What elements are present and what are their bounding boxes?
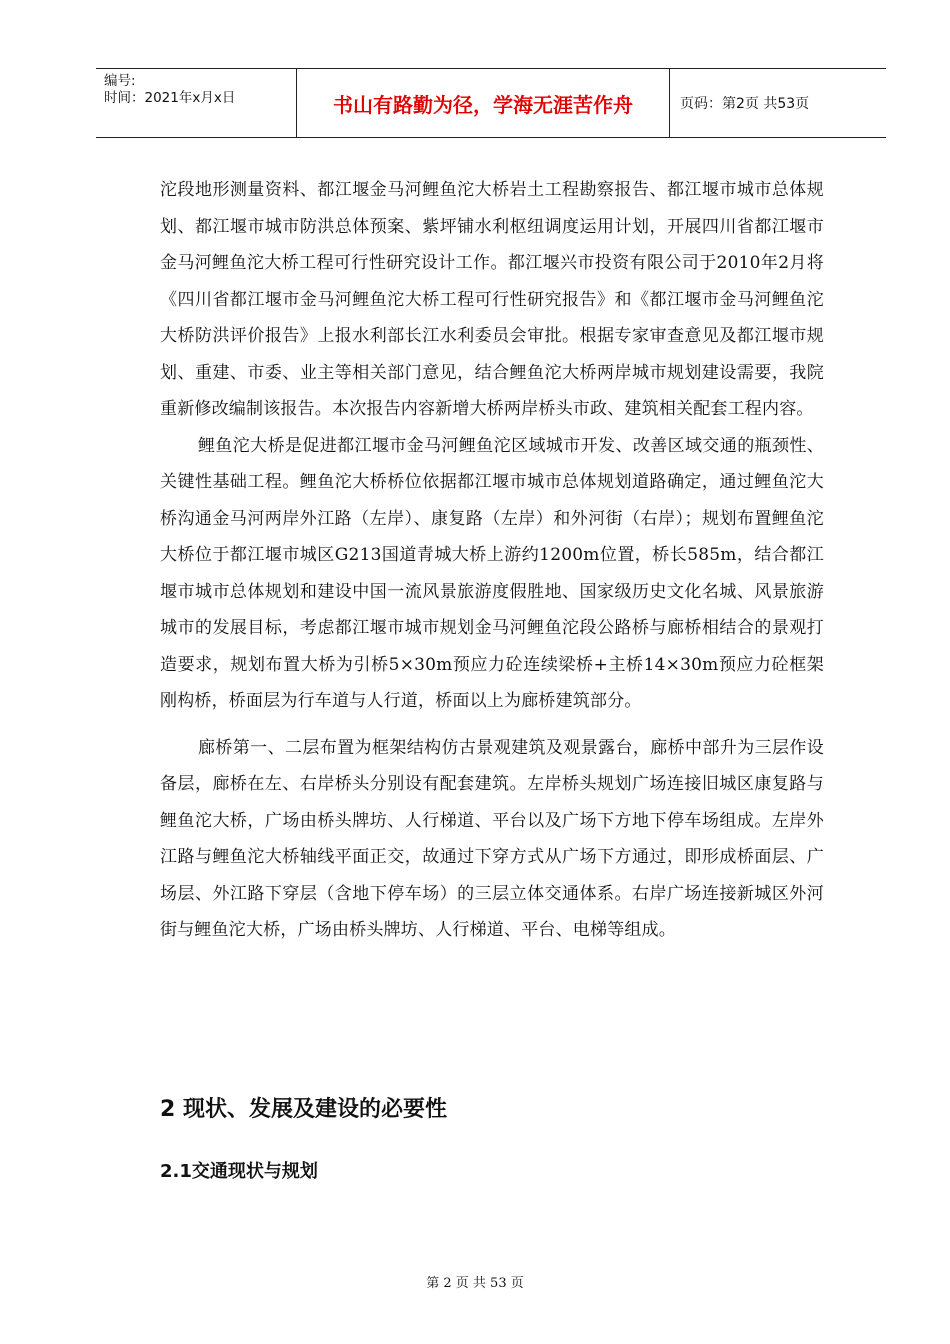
header-page-info: 页码：第2页 共53页 [680,96,810,112]
paragraph-1: 沱段地形测量资料、都江堰金马河鲤鱼沱大桥岩土工程勘察报告、都江堰市城市总体规划、都江堰市城市防洪总体预案、紫坪铺水利枢纽调度运用计划，开展四川省都江堰市金马河鲤鱼沱大桥工程可行性研究设计工作。都江堰兴市投资有限公司于2010年2月将《四川省都江堰市金马河鲤鱼沱大桥工程可行性研究报告》和《都江堰市金马河鲤鱼沱大桥防洪评价报告》上报水利部长江水利委员会审批。根据专家审查意见及都江堰市规划、重建、市委、业主等相关部门意见，结合鲤鱼沱大桥两岸城市规划建设需要，我院重新修改编制该报告。本次报告内容新增大桥两岸桥头市政、建筑相关配套工程内容。 [160,180,824,419]
subsection-heading: 2.1交通现状与规划 [160,1161,318,1182]
body-text [160,172,824,949]
page-header [96,68,886,138]
page-footer: 第 2 页 共 53 页 [426,1276,524,1291]
header-motto: 书山有路勤为径，学海无涯苦作舟 [297,69,670,137]
document-time-label: 时间：2021年x月x日 [104,90,236,106]
paragraph-3: 廊桥第一、二层布置为框架结构仿古景观建筑及观景露台，廊桥中部升为三层作设备层，廊桥在左、右岸桥头分别设有配套建筑。左岸桥头规划广场连接旧城区康复路与鲤鱼沱大桥，广场由桥头牌坊、人行梯道、平台以及广场下方地下停车场组成。左岸外江路与鲤鱼沱大桥轴线平面正交，故通过下穿方式从广场下方通过，即形成桥面层、广场层、外江路下穿层（含地下停车场）的三层立体交通体系。右岸广场连接新城区外河街与鲤鱼沱大桥，广场由桥头牌坊、人行梯道、平台、电梯等组成。 [160,737,824,940]
section-heading: 2 现状、发展及建设的必要性 [160,1097,447,1122]
header-meta [96,69,297,137]
document-number-label: 编号: [104,73,136,89]
paragraph-2: 鲤鱼沱大桥是促进都江堰市金马河鲤鱼沱区域城市开发、改善区域交通的瓶颈性、关键性基础工程。鲤鱼沱大桥桥位依据都江堰市城市总体规划道路确定，通过鲤鱼沱大桥沟通金马河两岸外江路（左岸）、康复路（左岸）和外河街（右岸）；规划布置鲤鱼沱大桥位于都江堰市城区G213国道青城大桥上游约1200m位置，桥长585m，结合都江堰市城市总体规划和建设中国一流风景旅游度假胜地、国家级历史文化名城、风景旅游城市的发展目标，考虑都江堰市城市规划金马河鲤鱼沱段公路桥与廊桥相结合的景观打造要求，规划布置大桥为引桥5×30m预应力砼连续梁桥+主桥14×30m预应力砼框架刚构桥，桥面层为行车道与人行道，桥面以上为廊桥建筑部分。 [160,435,824,711]
